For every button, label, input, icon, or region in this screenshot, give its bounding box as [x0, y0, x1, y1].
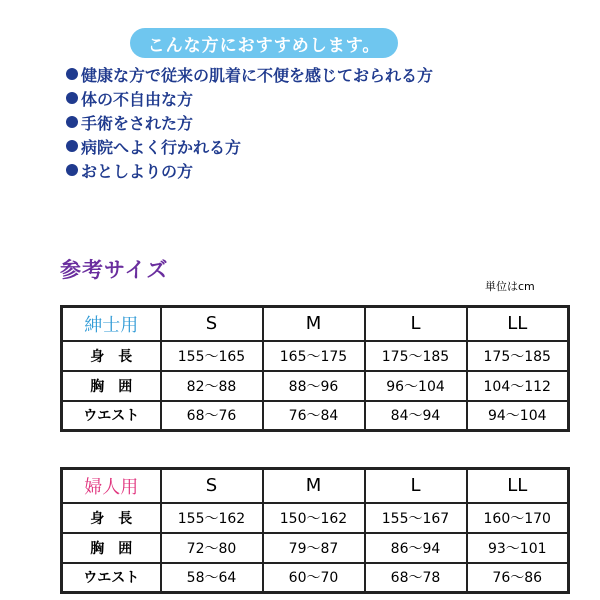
- table-row: [62, 563, 569, 593]
- table-cell: 82～88: [161, 371, 263, 401]
- table-cell: 104～112: [467, 371, 569, 401]
- row-label: 身 長: [62, 503, 161, 533]
- bullet-icon: [66, 68, 78, 80]
- recommend-banner: こんな方におすすめします。: [130, 28, 398, 58]
- size-header: S: [161, 307, 263, 341]
- category-label: 紳士用: [62, 307, 161, 341]
- women-size-table: [60, 467, 570, 594]
- table-cell: 155～167: [365, 503, 467, 533]
- row-label: ウエスト: [62, 401, 161, 431]
- table-cell: 58～64: [161, 563, 263, 593]
- table-row: [62, 533, 569, 563]
- table-cell: 175～185: [365, 341, 467, 371]
- unit-label: 単位はcm: [485, 280, 535, 293]
- table-cell: 93～101: [467, 533, 569, 563]
- table-cell: 96～104: [365, 371, 467, 401]
- size-header: L: [365, 469, 467, 503]
- list-item-text: おとしよりの方: [81, 161, 194, 181]
- size-header: LL: [467, 469, 569, 503]
- size-header: S: [161, 469, 263, 503]
- table-cell: 175～185: [467, 341, 569, 371]
- bullet-icon: [66, 164, 78, 176]
- table-cell: 150～162: [263, 503, 365, 533]
- table-row: [62, 371, 569, 401]
- table-cell: 68～76: [161, 401, 263, 431]
- list-item-text: 手術をされた方: [81, 113, 194, 133]
- table-cell: 79～87: [263, 533, 365, 563]
- recommendation-list: [66, 62, 433, 182]
- list-item-text: 健康な方で従来の肌着に不便を感じておられる方: [81, 65, 434, 85]
- list-item-text: 病院へよく行かれる方: [81, 137, 242, 157]
- table-cell: 155～165: [161, 341, 263, 371]
- list-item: [66, 158, 433, 182]
- table-row: [62, 503, 569, 533]
- size-header: LL: [467, 307, 569, 341]
- bullet-icon: [66, 140, 78, 152]
- table-cell: 88～96: [263, 371, 365, 401]
- men-size-table: [60, 305, 570, 432]
- row-label: 胸 囲: [62, 371, 161, 401]
- table-cell: 76～84: [263, 401, 365, 431]
- list-item: [66, 110, 433, 134]
- section-title: 参考サイズ: [60, 258, 169, 282]
- table-cell: 68～78: [365, 563, 467, 593]
- size-header: L: [365, 307, 467, 341]
- table-cell: 84～94: [365, 401, 467, 431]
- table-cell: 155～162: [161, 503, 263, 533]
- bullet-icon: [66, 116, 78, 128]
- row-label: ウエスト: [62, 563, 161, 593]
- table-row: [62, 401, 569, 431]
- table-header-row: [62, 469, 569, 503]
- bullet-icon: [66, 92, 78, 104]
- table-cell: 86～94: [365, 533, 467, 563]
- size-header: M: [263, 307, 365, 341]
- row-label: 身 長: [62, 341, 161, 371]
- list-item-text: 体の不自由な方: [81, 89, 194, 109]
- category-label: 婦人用: [62, 469, 161, 503]
- list-item: [66, 86, 433, 110]
- list-item: [66, 62, 433, 86]
- list-item: [66, 134, 433, 158]
- table-cell: 72～80: [161, 533, 263, 563]
- table-cell: 60～70: [263, 563, 365, 593]
- table-cell: 94～104: [467, 401, 569, 431]
- table-row: [62, 341, 569, 371]
- table-cell: 76～86: [467, 563, 569, 593]
- size-header: M: [263, 469, 365, 503]
- table-header-row: [62, 307, 569, 341]
- table-cell: 165～175: [263, 341, 365, 371]
- table-cell: 160～170: [467, 503, 569, 533]
- row-label: 胸 囲: [62, 533, 161, 563]
